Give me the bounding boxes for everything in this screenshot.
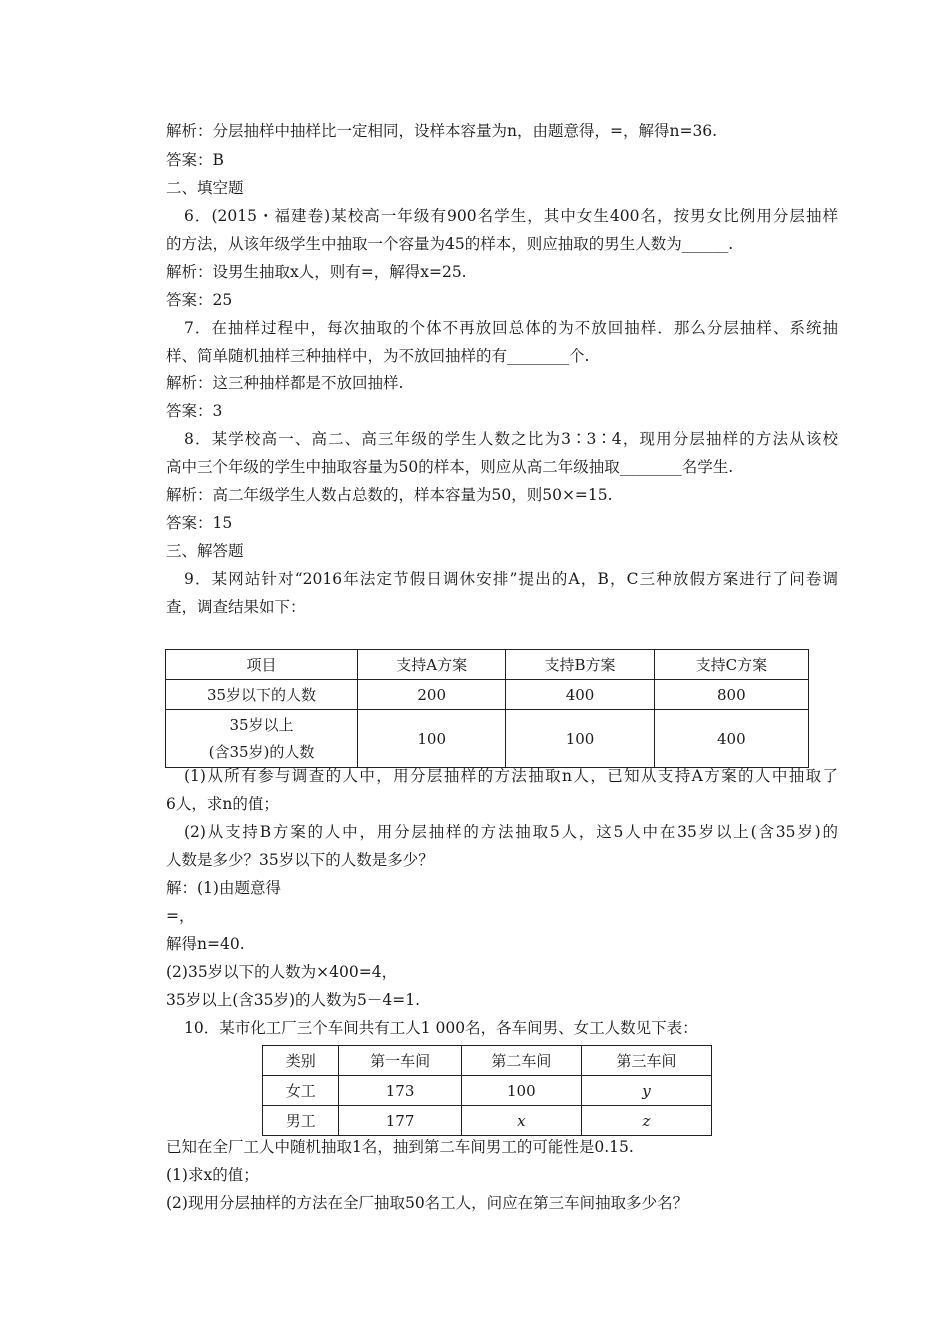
answer-line-7: 答案：3	[166, 402, 223, 420]
table-cell: 100	[358, 710, 506, 768]
table-cell: 400	[506, 680, 654, 710]
answer-line-8: 答案：15	[166, 514, 233, 532]
row-label-line-2: (含35岁)的人数	[208, 743, 315, 761]
table-cell	[461, 1106, 581, 1136]
row-label-line-1: 35岁以上	[229, 716, 294, 734]
table-row	[263, 1076, 712, 1106]
question-8-line-1: 8．某学校高一、高二、高三年级的学生人数之比为3∶3∶4，现用分层抽样的方法从该校	[184, 430, 838, 448]
table-cell: 200	[358, 680, 506, 710]
table-header-cell: 支持C方案	[654, 650, 808, 680]
question-9-part-1-line-2: 6人，求n的值；	[166, 795, 279, 813]
table-row	[166, 680, 809, 710]
table-cell: 100	[506, 710, 654, 768]
solution-line-4: (2)35岁以下的人数为×400=4，	[166, 963, 398, 981]
table-cell	[581, 1076, 711, 1106]
analysis-line-6: 解析：设男生抽取x人，则有=，解得x=25.	[166, 263, 467, 281]
question-10-part-2: (2)现用分层抽样的方法在全厂抽取50名工人，问应在第三车间抽取多少名？	[166, 1194, 689, 1212]
table-cell: 男工	[263, 1106, 339, 1136]
question-9-part-2-line-2: 人数是多少？35岁以下的人数是多少？	[166, 851, 434, 869]
table-row	[263, 1106, 712, 1136]
question-9-part-1-line-1: (1)从所有参与调查的人中，用分层抽样的方法抽取n人，已知从支持A方案的人中抽取了	[184, 767, 838, 785]
analysis-line-7: 解析：这三种抽样都是不放回抽样.	[166, 374, 404, 392]
workshop-table	[262, 1045, 712, 1136]
table-cell: 173	[339, 1076, 461, 1106]
table-cell: 女工	[263, 1076, 339, 1106]
table-header-cell: 类别	[263, 1046, 339, 1076]
table-header-cell: 项目	[166, 650, 358, 680]
variable-x: x	[517, 1111, 526, 1130]
question-6-line-1: 6．(2015・福建卷)某校高一年级有900名学生，其中女生400名，按男女比例用分层抽样	[184, 207, 838, 225]
table-header-cell: 支持B方案	[506, 650, 654, 680]
section-heading-solve: 三、解答题	[166, 542, 244, 560]
table-cell	[581, 1106, 711, 1136]
question-7-line-2: 样、简单随机抽样三种抽样中，为不放回抽样的有________个.	[166, 347, 590, 365]
table-cell: 177	[339, 1106, 461, 1136]
table-cell: 35岁以下的人数	[166, 680, 358, 710]
question-9-part-2-line-1: (2)从支持B方案的人中，用分层抽样的方法抽取5人，这5人中在35岁以上(含35岁)的	[184, 823, 838, 841]
solution-line-1: 解：(1)由题意得	[166, 879, 281, 897]
table-header-cell: 第一车间	[339, 1046, 461, 1076]
solution-line-5: 35岁以上(含35岁)的人数为5－4=1.	[166, 991, 421, 1009]
section-heading-fill-blank: 二、填空题	[166, 179, 244, 197]
table-cell: 800	[654, 680, 808, 710]
question-8-line-2: 高中三个年级的学生中抽取容量为50的样本，则应从高二年级抽取________名学生.	[166, 458, 734, 476]
answer-line-5: 答案：B	[166, 151, 224, 169]
question-10-line-1: 10．某市化工厂三个车间共有工人1 000名，各车间男、女工人数见下表：	[184, 1019, 698, 1037]
table-header-row	[263, 1046, 712, 1076]
variable-y: y	[642, 1081, 651, 1100]
table-cell: 400	[654, 710, 808, 768]
analysis-line-5: 解析：分层抽样中抽样比一定相同，设样本容量为n，由题意得，=，解得n=36.	[166, 122, 718, 140]
survey-table	[165, 649, 809, 768]
question-10-line-2: 已知在全厂工人中随机抽取1名，抽到第二车间男工的可能性是0.15.	[166, 1138, 634, 1156]
variable-z: z	[642, 1111, 651, 1130]
question-6-line-2: 的方法，从该年级学生中抽取一个容量为45的样本，则应抽取的男生人数为______.	[166, 235, 734, 253]
table-header-cell: 第二车间	[461, 1046, 581, 1076]
table-row	[166, 710, 809, 768]
solution-line-3: 解得n=40.	[166, 935, 245, 953]
analysis-line-8: 解析：高二年级学生人数占总数的，样本容量为50，则50×=15.	[166, 486, 613, 504]
table-cell	[166, 710, 358, 768]
table-header-cell: 第三车间	[581, 1046, 711, 1076]
question-9-line-2: 查，调查结果如下：	[166, 598, 306, 616]
answer-line-6: 答案：25	[166, 291, 233, 309]
table-header-cell: 支持A方案	[358, 650, 506, 680]
question-10-part-1: (1)求x的值；	[166, 1166, 259, 1184]
table-cell: 100	[461, 1076, 581, 1106]
question-7-line-1: 7．在抽样过程中，每次抽取的个体不再放回总体的为不放回抽样．那么分层抽样、系统抽	[184, 319, 838, 337]
table-header-row	[166, 650, 809, 680]
question-9-line-1: 9．某网站针对“2016年法定节假日调休安排”提出的A，B，C三种放假方案进行了问卷调	[184, 570, 838, 588]
solution-line-2: =，	[166, 907, 195, 925]
